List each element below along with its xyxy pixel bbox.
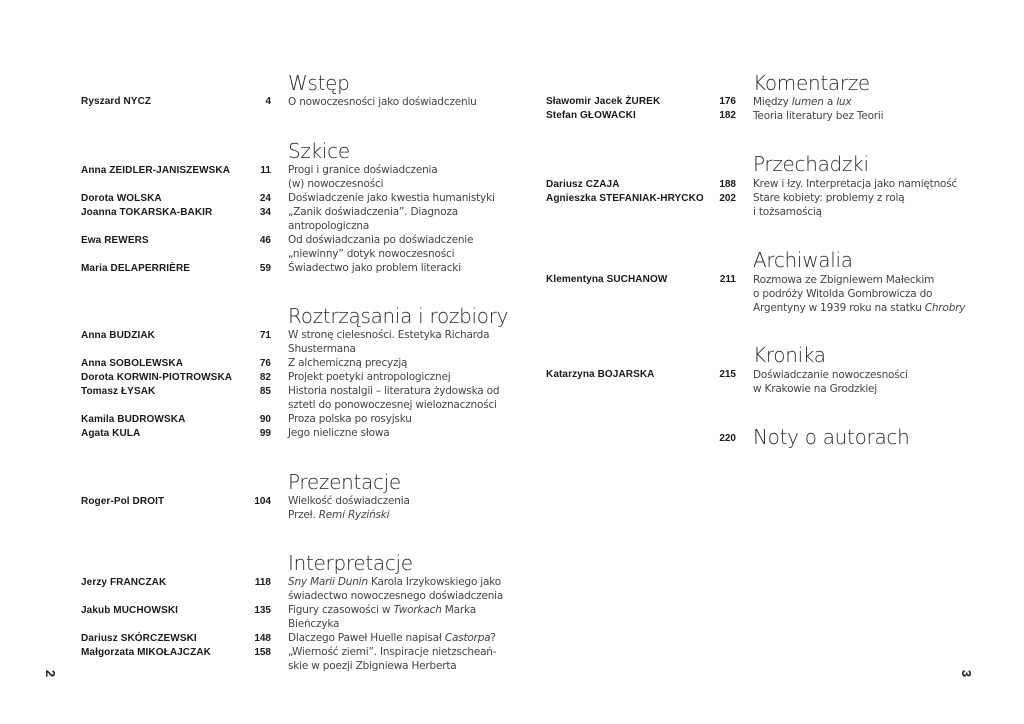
toc-title: Bieńczyka (288, 618, 340, 630)
toc-title: „Wierność ziemi”. Inspiracje nietzscheań- (288, 646, 497, 658)
toc-title: Jego nieliczne słowa (288, 427, 390, 439)
toc-author: Agnieszka STEFANIAK-HRYCKO (546, 193, 704, 204)
toc-author: Jerzy FRANCZAK (81, 577, 167, 588)
toc-author: Agata KULA (81, 428, 141, 439)
toc-title: Progi i granice doświadczenia (288, 164, 438, 176)
section-title-interpretacje: Interpretacje (288, 551, 413, 575)
page-number-left: 2 (43, 669, 59, 678)
section-title-szkice: Szkice (288, 139, 350, 163)
toc-title: Projekt poetyki antropologicznej (288, 371, 451, 383)
toc-author: Stefan GŁOWACKI (546, 110, 636, 121)
translator-prefix: Przeł. (288, 509, 319, 521)
toc-author: Anna SOBOLEWSKA (81, 358, 184, 369)
toc-title: sztetl do ponowoczesnej wieloznaczności (288, 399, 497, 411)
toc-page: 104 (254, 496, 271, 507)
toc-title (288, 631, 496, 645)
toc-page: 158 (254, 647, 271, 658)
toc-author: Katarzyna BOJARSKA (546, 369, 655, 380)
title-pre: Argentyny w 1939 roku na statku (753, 302, 925, 314)
toc-page: 202 (719, 193, 736, 204)
italic-title: Castorpa (444, 632, 491, 644)
italic-title: Tworkach (393, 604, 442, 616)
toc-title (288, 575, 501, 589)
toc-page: 71 (259, 330, 271, 341)
toc-page: 215 (719, 369, 736, 380)
toc-title: Doświadczanie nowoczesności (753, 369, 908, 381)
title-rest: Karola Irzykowskiego jako (367, 576, 501, 588)
section-title-przechadzki: Przechadzki (753, 152, 869, 176)
toc-title: antropologiczna (288, 220, 370, 232)
italic-title: Chrobry (924, 302, 966, 314)
toc-page: 188 (719, 179, 736, 190)
toc-title: Proza polska po rosyjsku (288, 413, 412, 425)
title-pre: Figury czasowości w (288, 604, 394, 616)
toc-title: Doświadczenie jako kwestia humanistyki (288, 192, 495, 204)
toc-page: 176 (719, 96, 736, 107)
section-title-komentarze: Komentarze (753, 71, 870, 95)
toc-author: Klementyna SUCHANOW (546, 274, 668, 285)
toc-page: 118 (254, 577, 271, 588)
toc-page: 220 (719, 433, 736, 444)
toc-page: 24 (259, 193, 271, 204)
section-title-noty: Noty o autorach (753, 425, 910, 449)
toc-author: Dorota WOLSKA (81, 193, 162, 204)
section-title-prezentacje: Prezentacje (288, 470, 401, 494)
title-mid: a (823, 96, 837, 108)
toc-title: w Krakowie na Grodzkiej (753, 383, 878, 395)
toc-title: Świadectwo jako problem literacki (288, 262, 461, 274)
section-title-wstep: Wstęp (288, 71, 350, 95)
toc-title: O nowoczesności jako doświadczeniu (288, 96, 477, 108)
toc-author: Kamila BUDROWSKA (81, 414, 186, 425)
title-post: Marka (441, 604, 476, 616)
title-pre: Dlaczego Paweł Huelle napisał (288, 632, 445, 644)
toc-title: (w) nowoczesności (288, 178, 384, 190)
section-title-roztrzasania: Roztrząsania i rozbiory (288, 304, 509, 328)
italic-word: lux (836, 96, 852, 108)
toc-page: 211 (719, 274, 736, 285)
toc-page: 34 (259, 207, 271, 218)
toc-author: Jakub MUCHOWSKI (81, 605, 179, 616)
toc-title: Teoria literatury bez Teorii (753, 110, 884, 122)
page-number-right: 3 (959, 669, 975, 678)
toc-author: Maria DELAPERRIÈRE (81, 263, 191, 274)
toc-author: Anna BUDZIAK (81, 330, 155, 341)
toc-page: 99 (259, 428, 271, 439)
toc-author: Roger-Pol DROIT (81, 496, 165, 507)
toc-title: Z alchemiczną precyzją (288, 357, 408, 369)
toc-title: świadectwo nowoczesnego doświadczenia (288, 590, 504, 602)
section-title-archiwalia: Archiwalia (753, 248, 853, 272)
toc-author: Joanna TOKARSKA-BAKIR (81, 207, 213, 218)
toc-author: Ryszard NYCZ (81, 96, 152, 107)
toc-title: Wielkość doświadczenia (288, 495, 410, 507)
title-pre: Między (753, 96, 792, 108)
toc-title: W stronę cielesności. Estetyka Richarda (288, 329, 490, 341)
toc-title: skie w poezji Zbigniewa Herberta (288, 660, 457, 672)
section-title-kronika: Kronika (753, 343, 826, 367)
toc-title: Od doświadczania po doświadczenie (288, 234, 474, 246)
toc-title: i tożsamością (753, 206, 822, 218)
toc-translator (288, 508, 389, 522)
toc-page: 4 (265, 96, 271, 107)
toc-page: 90 (259, 414, 271, 425)
toc-author: Dariusz SKÓRCZEWSKI (81, 633, 197, 644)
toc-title: o podróży Witolda Gombrowicza do (753, 288, 933, 300)
toc-title (288, 603, 476, 617)
toc-page: 182 (719, 110, 736, 121)
toc-title (753, 95, 851, 109)
toc-page: 76 (259, 358, 271, 369)
toc-author: Tomasz ŁYSAK (81, 386, 156, 397)
toc-author: Małgorzata MIKOŁAJCZAK (81, 647, 211, 658)
toc-author: Dorota KORWIN-PIOTROWSKA (81, 372, 233, 383)
toc-author: Sławomir Jacek ŻUREK (546, 96, 661, 107)
toc-author: Dariusz CZAJA (546, 179, 620, 190)
toc-title: „Zanik doświadczenia”. Diagnoza (288, 206, 459, 218)
toc-title: „niewinny” dotyk nowoczesności (288, 248, 455, 260)
toc-title: Stare kobiety: problemy z rolą (753, 192, 905, 204)
toc-page: 148 (254, 633, 271, 644)
toc-title: Krew i łzy. Interpretacja jako namiętność (753, 178, 958, 190)
toc-page: 82 (259, 372, 271, 383)
title-post: ? (490, 632, 496, 644)
translator-name: Remi Ryziński (318, 509, 390, 521)
toc-title: Rozmowa ze Zbigniewem Małeckim (753, 274, 935, 286)
toc-title: Shustermana (288, 343, 356, 355)
toc-author: Anna ZEIDLER-JANISZEWSKA (81, 165, 231, 176)
toc-page: 11 (260, 165, 271, 176)
italic-word: lumen (791, 96, 824, 108)
italic-title: Sny Marii Dunin (288, 576, 368, 588)
toc-page: 135 (254, 605, 271, 616)
toc-author: Ewa REWERS (81, 235, 149, 246)
toc-page: 59 (259, 263, 271, 274)
toc-title (753, 301, 965, 315)
toc-page: 85 (259, 386, 271, 397)
toc-page: 46 (259, 235, 271, 246)
toc-title: Historia nostalgii – literatura żydowska od (288, 385, 500, 397)
